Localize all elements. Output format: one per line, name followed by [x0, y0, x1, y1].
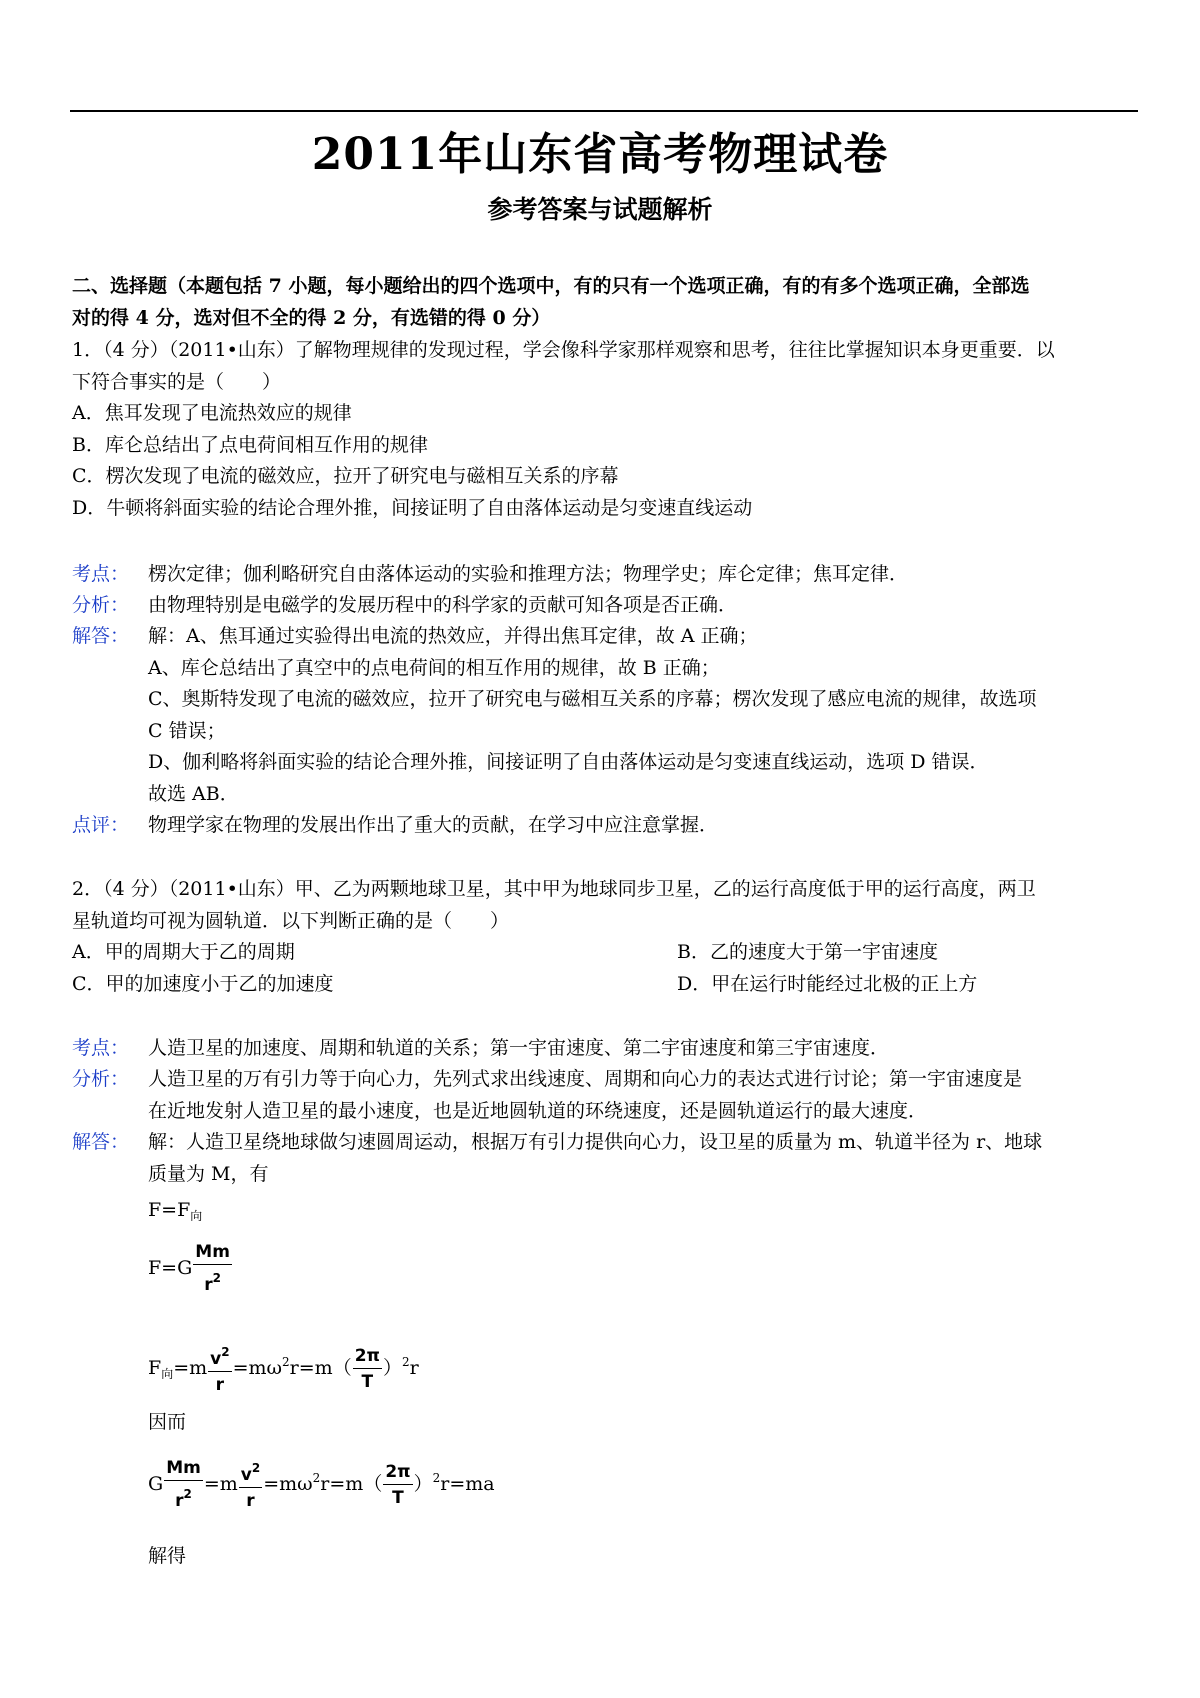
eq3-fraction-2pi — [353, 1344, 382, 1395]
q1-option-a: A．焦耳发现了电流热效应的规律 — [72, 402, 352, 424]
eq4-v-numerator — [239, 1456, 262, 1488]
q2-jieda-line: 解：人造卫星绕地球做匀速圆周运动，根据万有引力提供向心力，设卫星的质量为 m、轨道半径为 r、地球 — [148, 1131, 1043, 1153]
eq2-den-base: r — [204, 1275, 213, 1295]
eq4-mid-exp: 2 — [312, 1471, 321, 1485]
eq4-r-exp: 2 — [183, 1487, 192, 1501]
q2-kaodian-text: 人造卫星的加速度、周期和轨道的关系；第一宇宙速度、第二宇宙速度和第三宇宙速度． — [148, 1037, 890, 1059]
q1-jieda-line: C、奥斯特发现了电流的磁效应，拉开了研究电与磁相互关系的序幕；楞次发现了感应电流的规律，故选项 — [148, 688, 1037, 710]
q2-jieda-text — [148, 1127, 1042, 1190]
q2-option-c: C．甲的加速度小于乙的加速度 — [72, 972, 334, 995]
q1-jieda-label: 解答： — [72, 625, 130, 647]
q1-jieda-line: C 错误； — [148, 719, 226, 742]
section-heading — [72, 271, 1029, 334]
top-rule — [70, 110, 1138, 112]
eq4-mm-denominator — [164, 1481, 203, 1514]
eq3-lhs: F — [148, 1357, 162, 1379]
q1-jieda-line: A、库仑总结出了真空中的点电荷间的相互作用的规律，故 B 正确； — [148, 656, 720, 679]
eq4-fraction-v — [239, 1456, 262, 1514]
eq4-eq-m: =m — [203, 1473, 238, 1495]
equation-1 — [148, 1198, 202, 1228]
eq4-v-exp: 2 — [251, 1461, 261, 1475]
eq2-numerator: Mm — [193, 1240, 232, 1265]
q2-kaodian-label: 考点： — [72, 1037, 130, 1059]
q1-jieda-line: D、伽利略将斜面实验的结论合理外推，间接证明了自由落体运动是匀变速直线运动，选项 D 错误． — [148, 751, 989, 773]
eq2-denominator — [193, 1265, 232, 1298]
eq1-lhs: F=F — [148, 1199, 191, 1221]
q2-fenxi-line: 在近地发射人造卫星的最小速度，也是近地圆轨道的环绕速度，还是圆轨道运行的最大速度． — [148, 1099, 928, 1122]
eq3-tail: r — [409, 1357, 419, 1379]
eq2-lhs: F=G — [148, 1257, 193, 1279]
q1-option-b: B．库仑总结出了点电荷间相互作用的规律 — [72, 433, 428, 456]
eq3-mid: =mω — [232, 1357, 283, 1379]
q2-stem-line-1: 2．（4 分）（2011•山东）甲、乙为两颗地球卫星，其中甲为地球同步卫星，乙的运行高度低于甲的运行高度，两卫 — [72, 878, 1036, 900]
eq4-2pi-denominator: T — [392, 1487, 404, 1508]
eq3-eq-m: =m — [173, 1357, 208, 1379]
eq4-v-denominator: r — [246, 1491, 255, 1511]
eq4-tail: r=ma — [440, 1473, 495, 1495]
eq4-fraction-2pi — [383, 1460, 412, 1511]
eq3-v-denominator: r — [215, 1375, 225, 1395]
q2-option-d: D．甲在运行时能经过北极的正上方 — [677, 972, 978, 995]
q2-fenxi-text — [148, 1064, 1022, 1127]
eq4-v: v — [240, 1465, 252, 1485]
q1-jieda-line: 故选 AB． — [148, 782, 239, 805]
q1-dianping-label: 点评： — [72, 814, 130, 836]
q2-option-a: A．甲的周期大于乙的周期 — [72, 941, 295, 963]
eq3-v-exp: 2 — [221, 1345, 230, 1359]
q2-jieda-line: 质量为 M，有 — [148, 1162, 269, 1185]
question-1 — [72, 335, 1055, 524]
equation-3 — [148, 1340, 419, 1398]
section-heading-line-1: 二、选择题（本题包括 7 小题，每小题给出的四个选项中，有的只有一个选项正确，有的有多个选项正确，全部选 — [72, 275, 1030, 297]
eq4-mm-numerator: Mm — [164, 1456, 203, 1481]
q2-option-b: B．乙的速度大于第一宇宙速度 — [677, 941, 938, 963]
eq3-2pi-denominator: T — [361, 1371, 374, 1392]
q1-option-d: D．牛顿将斜面实验的结论合理外推，间接证明了自由落体运动是匀变速直线运动 — [72, 496, 753, 519]
eq4-2pi-numerator: 2π — [383, 1460, 412, 1485]
q2-stem-line-2: 星轨道均可视为圆轨道．以下判断正确的是（ ） — [72, 909, 510, 932]
q1-jieda-line: 解：A、焦耳通过实验得出电流的热效应，并得出焦耳定律，故 A 正确； — [148, 625, 758, 647]
page-title: 2011年山东省高考物理试卷 — [311, 129, 889, 180]
q2-jieda-label: 解答： — [72, 1131, 130, 1153]
eq4-mid2: r=m（ — [320, 1473, 383, 1495]
section-heading-line-2: 对的得 4 分，选对但不全的得 2 分，有选错的得 0 分） — [72, 306, 551, 329]
q1-fenxi-label: 分析： — [72, 594, 130, 616]
equation-4 — [148, 1456, 495, 1514]
eq2-den-exp: 2 — [212, 1271, 221, 1285]
eq1-sub: 向 — [190, 1209, 203, 1223]
q2-fenxi-label: 分析： — [72, 1068, 130, 1090]
q1-fenxi-text: 由物理特别是电磁学的发展历程中的科学家的贡献可知各项是否正确． — [148, 594, 738, 616]
eq2-fraction — [193, 1240, 232, 1298]
eq3-v: v — [210, 1349, 222, 1369]
eq3-mid2: r=m（ — [289, 1357, 352, 1379]
eq4-fraction-mm — [164, 1456, 203, 1514]
q2-options-row-1 — [72, 937, 1036, 969]
eq4-mid: =mω — [263, 1473, 313, 1495]
eq4-close-exp: 2 — [432, 1471, 441, 1485]
eq3-lhs-sub: 向 — [161, 1367, 174, 1381]
yin-er-text: 因而 — [148, 1411, 187, 1433]
eq3-close: ） — [382, 1357, 402, 1379]
eq4-r: r — [175, 1491, 184, 1511]
q1-kaodian-text: 楞次定律；伽利略研究自由落体运动的实验和推理方法；物理学史；库仑定律；焦耳定律． — [148, 563, 909, 585]
eq4-close: ） — [413, 1473, 433, 1495]
q1-kaodian-label: 考点： — [72, 563, 130, 585]
q1-stem-line-1: 1．（4 分）（2011•山东）了解物理规律的发现过程，学会像科学家那样观察和思考，往往比掌握知识本身更重要．以 — [72, 339, 1055, 361]
eq3-close-exp: 2 — [402, 1355, 410, 1369]
eq3-v-numerator — [208, 1340, 231, 1372]
equation-2 — [148, 1240, 233, 1298]
question-2 — [72, 874, 1036, 1000]
eq3-2pi-numerator: 2π — [353, 1344, 382, 1369]
q1-dianping-text: 物理学家在物理的发展出作出了重大的贡献，在学习中应注意掌握． — [148, 814, 719, 836]
eq4-g: G — [148, 1473, 164, 1495]
jie-de-text: 解得 — [148, 1545, 187, 1567]
eq3-mid-exp: 2 — [282, 1355, 290, 1369]
eq3-fraction-v — [208, 1340, 231, 1398]
q1-stem-line-2: 下符合事实的是（ ） — [72, 370, 282, 393]
q1-jieda-text — [148, 621, 1037, 810]
q2-options-row-2 — [72, 969, 1036, 1001]
q1-option-c: C．楞次发现了电流的磁效应，拉开了研究电与磁相互关系的序幕 — [72, 465, 619, 487]
page-subtitle: 参考答案与试题解析 — [487, 195, 713, 224]
q2-fenxi-line: 人造卫星的万有引力等于向心力，先列式求出线速度、周期和向心力的表达式进行讨论；第一宇宙速度是 — [148, 1068, 1023, 1090]
